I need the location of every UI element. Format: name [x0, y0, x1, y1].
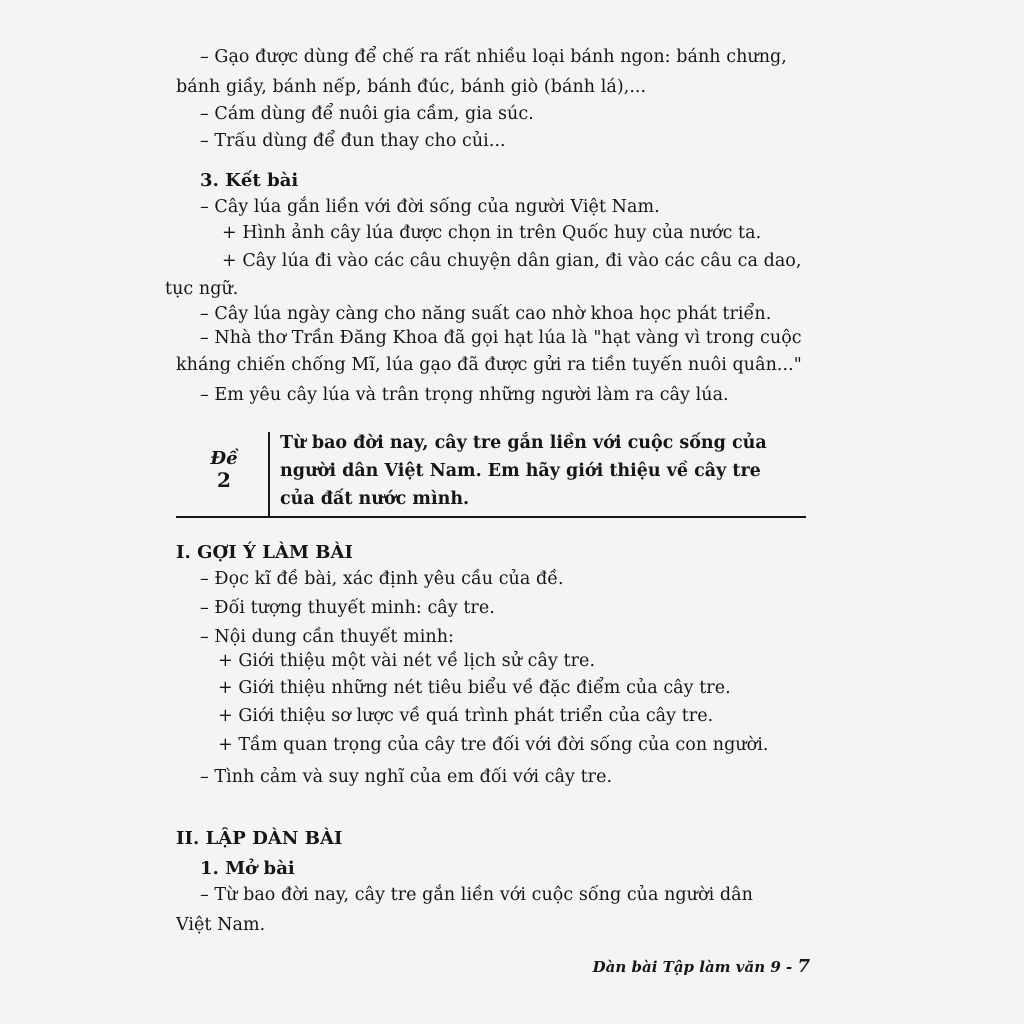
- box-divider-horizontal: [176, 516, 806, 518]
- paragraph-line: – Cây lúa ngày càng cho năng suất cao nhờ khoa học phát triển.: [200, 304, 772, 324]
- paragraph-line: – Nhà thơ Trần Đăng Khoa đã gọi hạt lúa là "hạt vàng vì trong cuộc: [200, 328, 802, 348]
- subheading-mo-bai: 1. Mở bài: [200, 858, 295, 879]
- page-number: 7: [797, 956, 810, 977]
- paragraph-line: – Trấu dùng để đun thay cho củi...: [200, 131, 506, 151]
- exercise-label: [204, 450, 244, 492]
- paragraph-line: – Cây lúa gắn liền với đời sống của người Việt Nam.: [200, 197, 660, 217]
- paragraph-line: + Hình ảnh cây lúa được chọn in trên Quốc huy của nước ta.: [222, 223, 762, 243]
- page-footer: [593, 956, 810, 977]
- paragraph-line: kháng chiến chống Mĩ, lúa gạo đã được gửi ra tiền tuyến nuôi quân...": [176, 355, 802, 375]
- paragraph-line: + Giới thiệu sơ lược về quá trình phát triển của cây tre.: [218, 706, 714, 726]
- exercise-prompt-box: [176, 430, 806, 518]
- paragraph-line: Việt Nam.: [176, 915, 266, 935]
- paragraph-line: – Cám dùng để nuôi gia cầm, gia súc.: [200, 104, 534, 124]
- paragraph-line: + Giới thiệu một vài nét về lịch sử cây tre.: [218, 651, 596, 671]
- paragraph-line: + Giới thiệu những nét tiêu biểu về đặc điểm của cây tre.: [218, 678, 731, 698]
- paragraph-line: – Nội dung cần thuyết minh:: [200, 627, 454, 647]
- paragraph-line: tục ngữ.: [165, 279, 239, 299]
- paragraph-line: – Từ bao đời nay, cây tre gắn liền với cuộc sống của người dân: [200, 885, 753, 905]
- box-divider-vertical: [268, 432, 270, 516]
- paragraph-line: – Gạo được dùng để chế ra rất nhiều loại bánh ngon: bánh chưng,: [200, 47, 787, 67]
- paragraph-line: – Tình cảm và suy nghĩ của em đối với cây tre.: [200, 767, 613, 787]
- footer-separator: -: [786, 958, 793, 976]
- section-heading-goi-y: I. GỢI Ý LÀM BÀI: [176, 542, 354, 563]
- section-heading-lap-dan-bai: II. LẬP DÀN BÀI: [176, 828, 343, 849]
- paragraph-line: – Đọc kĩ đề bài, xác định yêu cầu của đề.: [200, 569, 564, 589]
- paragraph-line: – Đối tượng thuyết minh: cây tre.: [200, 598, 495, 618]
- paragraph-line: bánh giầy, bánh nếp, bánh đúc, bánh giò (bánh lá),...: [176, 77, 647, 97]
- section-heading-ket-bai: 3. Kết bài: [200, 170, 299, 191]
- exercise-prompt-line: của đất nước mình.: [280, 489, 470, 509]
- exercise-number: 2: [217, 468, 231, 492]
- exercise-prompt-line: người dân Việt Nam. Em hãy giới thiệu về cây tre: [280, 461, 761, 481]
- exercise-prompt-line: Từ bao đời nay, cây tre gắn liền với cuộc sống của: [280, 433, 767, 453]
- paragraph-line: – Em yêu cây lúa và trân trọng những người làm ra cây lúa.: [200, 385, 729, 405]
- paragraph-line: + Tầm quan trọng của cây tre đối với đời sống của con người.: [218, 735, 769, 755]
- book-title: Dàn bài Tập làm văn 9: [592, 958, 781, 976]
- exercise-label-word: Đề: [210, 448, 238, 469]
- paragraph-line: + Cây lúa đi vào các câu chuyện dân gian, đi vào các câu ca dao,: [222, 251, 802, 271]
